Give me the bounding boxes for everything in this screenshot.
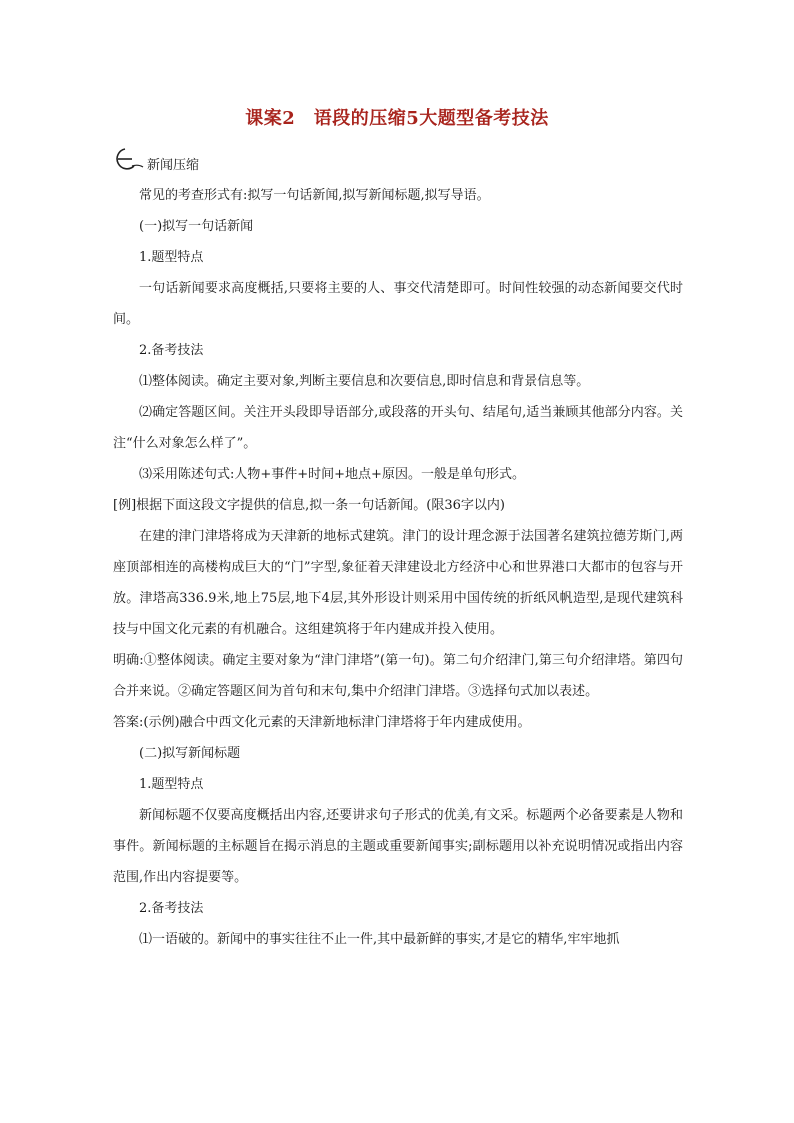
paragraph-features-2: 新闻标题不仅要高度概括出内容,还要讲求句子形式的优美,有文采。标题两个必备要素是人物和事件。新闻标题的主标题旨在揭示消息的主题或重要新闻事实;副标题用以补充说明情况或指出内容范围,作出内容提要等。 <box>113 808 683 885</box>
technique-item-3: ⑶采用陈述句式:人物+事件+时间+地点+原因。一般是单句形式。 <box>139 467 525 482</box>
page-title: 课案2 语段的压缩5大题型备考技法 <box>245 108 549 129</box>
subheading-news-title: (二)拟写新闻标题 <box>139 746 241 761</box>
heading-features-2: 1.题型特点 <box>139 777 204 792</box>
subheading-one-sentence-news: (一)拟写一句话新闻 <box>139 219 254 234</box>
heading-techniques: 2.备考技法 <box>139 343 204 358</box>
technique-item-1: ⑴整体阅读。确定主要对象,判断主要信息和次要信息,即时信息和背景信息等。 <box>139 374 590 389</box>
technique-item-2: ⑵确定答题区间。关注开头段即导语部分,或段落的开头句、结尾句,适当兼顾其他部分内容。关注“什么对象怎么样了”。 <box>113 405 683 451</box>
explanation-paragraph: 明确:①整体阅读。确定主要对象为“津门津塔”(第一句)。第二句介绍津门,第三句介绍津塔。第四句合并来说。②确定答题区间为首句和末句,集中介绍津门津塔。③选择句式加以表述。 <box>113 653 683 699</box>
answer-paragraph: 答案:(示例)融合中西文化元素的天津新地标津门津塔将于年内建成使用。 <box>113 715 531 730</box>
heading-techniques-2: 2.备考技法 <box>139 901 204 916</box>
example-passage: 在建的津门津塔将成为天津新的地标式建筑。津门的设计理念源于法国著名建筑拉德芳斯门,两座顶部相连的高楼构成巨大的“门”字型,象征着天津建设北方经济中心和世界港口大都市的包容与开放。津塔高336.9米,地上75层,地下4层,其外形设计则采用中国传统的折纸风帆造型,是现代建筑科技与中国文化元素的有机融合。这组建筑将于年内建成并投入使用。 <box>113 529 683 637</box>
section-number-icon <box>113 146 145 174</box>
section-label: 新闻压缩 <box>147 158 200 173</box>
paragraph-features: 一句话新闻要求高度概括,只要将主要的人、事交代清楚即可。时间性较强的动态新闻要交代时间。 <box>113 281 683 327</box>
technique-item-2-1: ⑴一语破的。新闻中的事实往往不止一件,其中最新鲜的事实,才是它的精华,牢牢地抓 <box>139 932 620 947</box>
document-body <box>113 180 683 955</box>
example-prompt: [例]根据下面这段文字提供的信息,拟一条一句话新闻。(限36字以内) <box>113 498 505 513</box>
intro-paragraph: 常见的考查形式有:拟写一句话新闻,拟写新闻标题,拟写导语。 <box>139 188 490 203</box>
heading-features: 1.题型特点 <box>139 250 204 265</box>
